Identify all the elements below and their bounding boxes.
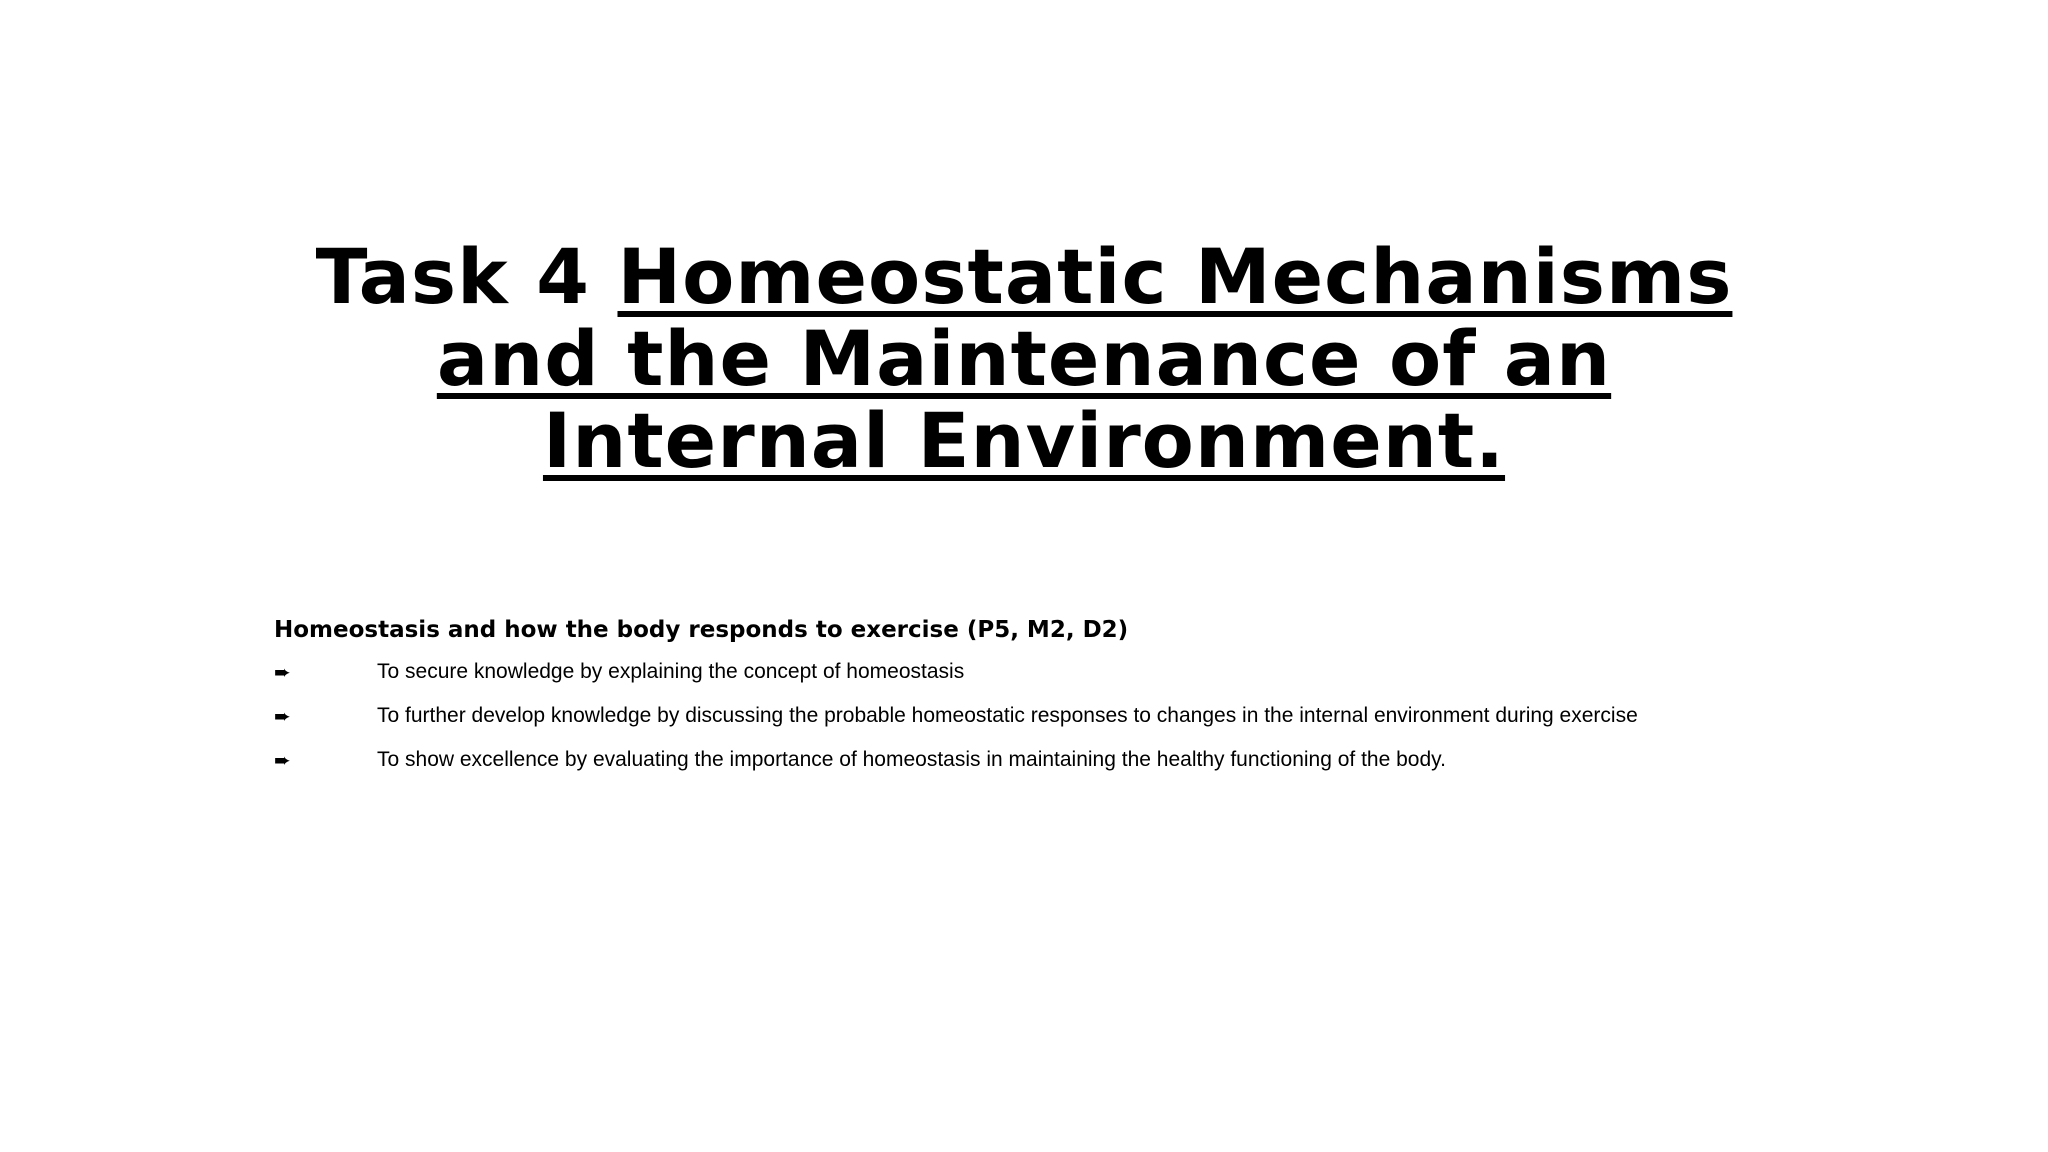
slide-title bbox=[250, 232, 1798, 485]
list-item-text: To secure knowledge by explaining the concept of homeostasis bbox=[377, 660, 965, 683]
criteria-heading: Homeostasis and how the body responds to exercise (P5, M2, D2) bbox=[274, 617, 1129, 643]
title-underlined: Homeostatic Mechanisms and the Maintenance of an Internal Environment. bbox=[436, 232, 1733, 485]
list-item bbox=[274, 700, 1874, 744]
title-prefix: Task 4 bbox=[315, 232, 618, 321]
list-item bbox=[274, 656, 1874, 700]
list-item-text: To show excellence by evaluating the importance of homeostasis in maintaining the healthy functioning of the body. bbox=[377, 748, 1446, 771]
list-item-text: To further develop knowledge by discussing the probable homeostatic responses to changes in the internal environment during exercise bbox=[377, 704, 1638, 727]
arrow-bullet-icon: ➨ bbox=[274, 660, 291, 684]
arrow-bullet-icon: ➨ bbox=[274, 748, 291, 772]
arrow-bullet-icon: ➨ bbox=[274, 704, 291, 728]
criteria-list bbox=[274, 656, 1874, 788]
criteria-section bbox=[274, 612, 1874, 788]
list-item bbox=[274, 744, 1874, 788]
